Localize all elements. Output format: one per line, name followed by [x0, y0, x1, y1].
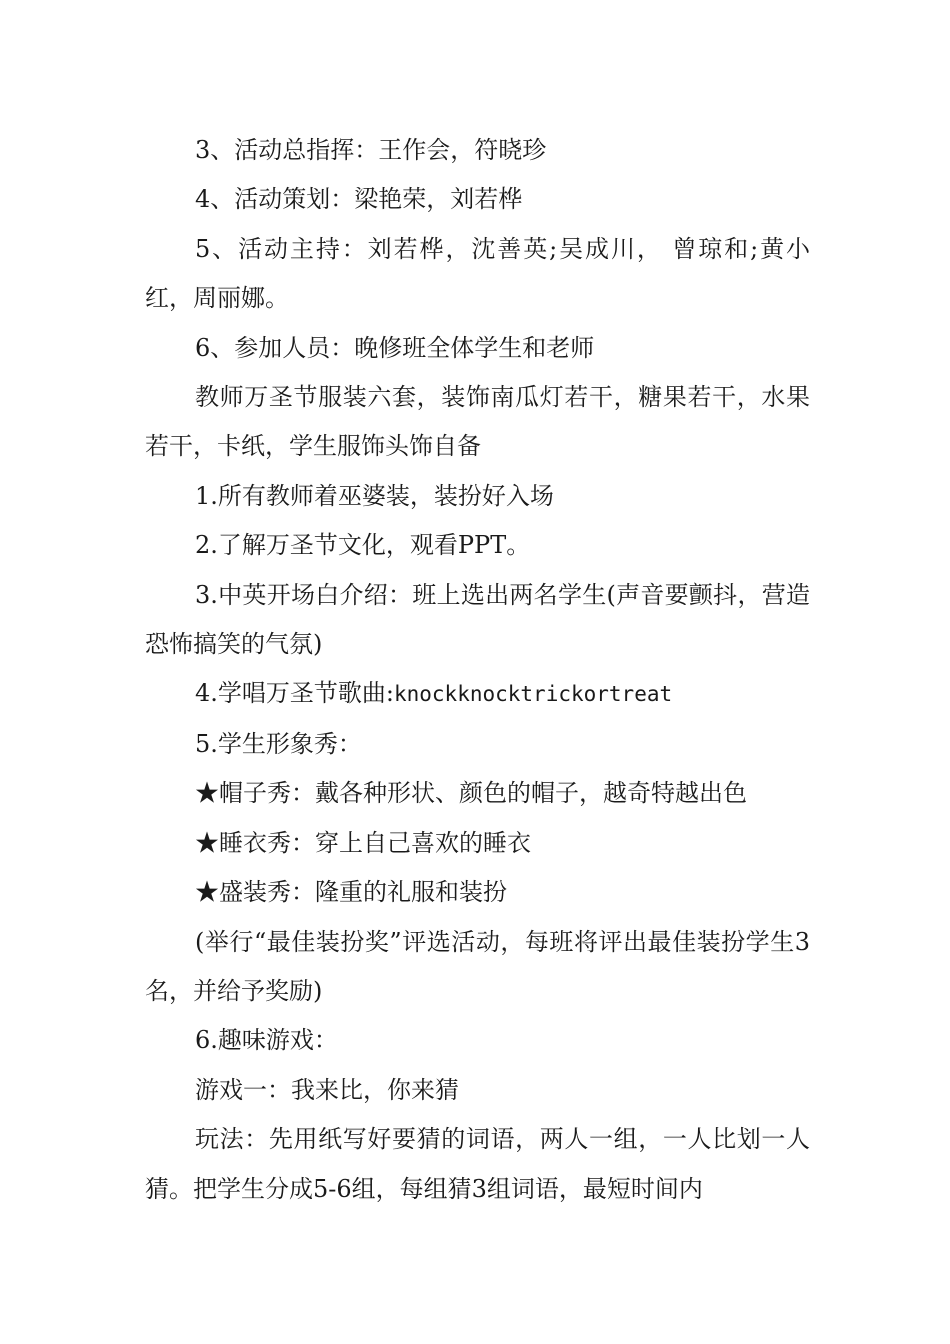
paragraph-hat-show: ★帽子秀：戴各种形状、颜色的帽子，越奇特越出色 [195, 779, 747, 808]
paragraph-hosts: 5、活动主持：刘若桦，沈善英;吴成川， 曾琼和;黄小红，周丽娜。 [145, 234, 810, 313]
paragraph-participants: 6、参加人员：晚修班全体学生和老师 [195, 333, 595, 362]
paragraph-step-2: 2.了解万圣节文化，观看PPT。 [195, 531, 531, 560]
paragraph-step-5: 5.学生形象秀： [195, 729, 362, 758]
paragraph-game-rules: 玩法：先用纸写好要猜的词语，两人一组，一人比划一人猜。把学生分成5-6组，每组猜3组词语，最短时间内 [145, 1125, 810, 1203]
paragraph-step-6: 6.趣味游戏： [195, 1026, 338, 1055]
paragraph-step-4 [145, 669, 810, 719]
paragraph-step-3: 3.中英开场白介绍：班上选出两名学生(声音要颤抖，营造恐怖搞笑的气氛) [145, 580, 810, 659]
step-4-label: 4.学唱万圣节歌曲: [195, 679, 394, 708]
paragraph-game-1: 游戏一：我来比，你来猜 [195, 1075, 459, 1104]
paragraph-planning: 4、活动策划：梁艳荣，刘若桦 [195, 185, 523, 214]
paragraph-commander: 3、活动总指挥：王作会，符晓珍 [195, 136, 547, 164]
paragraph-award: (举行“最佳装扮奖”评选活动，每班将评出最佳装扮学生3名，并给予奖励) [145, 927, 810, 1005]
document-body [145, 126, 810, 1214]
paragraph-pajama-show: ★睡衣秀：穿上自己喜欢的睡衣 [195, 828, 531, 857]
paragraph-costume-show: ★盛装秀：隆重的礼服和装扮 [195, 878, 507, 907]
paragraph-step-1: 1.所有教师着巫婆装，装扮好入场 [195, 481, 554, 510]
paragraph-materials: 教师万圣节服装六套，装饰南瓜灯若干，糖果若干，水果若干，卡纸，学生服饰头饰自备 [145, 383, 810, 461]
song-title: knockknocktrickortreat [393, 682, 673, 707]
